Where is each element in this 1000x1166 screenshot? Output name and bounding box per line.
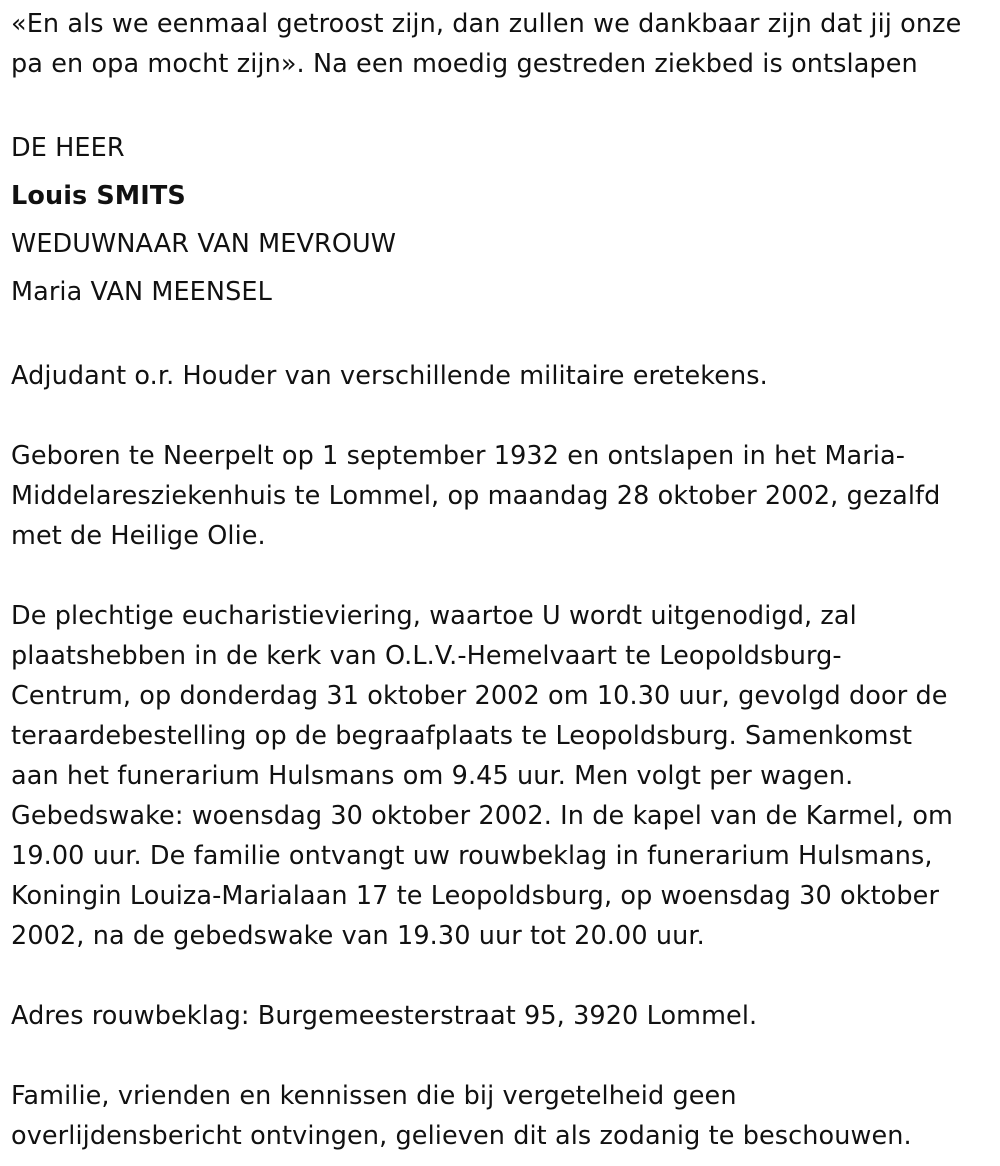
deceased-name: Louis SMITS [11, 181, 186, 211]
spacer [11, 556, 991, 596]
birth-death-line-1: Geboren te Neerpelt op 1 september 1932 en ontslapen in het Maria- [11, 441, 906, 471]
opening-line-2: pa en opa mocht zijn». Na een moedig gestreden ziekbed is ontslapen [11, 49, 918, 79]
opening-paragraph [11, 4, 991, 84]
closing-line-2: overlijdensbericht ontvingen, gelieven dit als zodanig te beschouwen. [11, 1121, 912, 1151]
closing-line-1: Familie, vrienden en kennissen die bij vergetelheid geen [11, 1081, 737, 1111]
deceased-title: DE HEER [11, 133, 125, 163]
opening-line-1: «En als we eenmaal getroost zijn, dan zullen we dankbaar zijn dat jij onze [11, 9, 962, 39]
ceremony-line-3: Centrum, op donderdag 31 oktober 2002 om 10.30 uur, gevolgd door de [11, 681, 948, 711]
spacer [11, 84, 991, 124]
ceremony-line-7: 19.00 uur. De familie ontvangt uw rouwbeklag in funerarium Hulsmans, [11, 841, 933, 871]
address-paragraph [11, 996, 991, 1036]
rank-line-1: Adjudant o.r. Houder van verschillende militaire eretekens. [11, 361, 768, 391]
spacer [11, 1036, 991, 1076]
birth-death-line-2: Middelaresziekenhuis te Lommel, op maandag 28 oktober 2002, gezalfd [11, 481, 941, 511]
spacer [11, 316, 991, 356]
ceremony-line-6: Gebedswake: woensdag 30 oktober 2002. In de kapel van de Karmel, om [11, 801, 953, 831]
spacer [11, 956, 991, 996]
birth-death-line-3: met de Heilige Olie. [11, 521, 266, 551]
spacer [11, 396, 991, 436]
birth-death-paragraph [11, 436, 991, 556]
ceremony-paragraph [11, 596, 991, 956]
ceremony-line-2: plaatshebben in de kerk van O.L.V.-Hemelvaart te Leopoldsburg- [11, 641, 842, 671]
ceremony-line-5: aan het funerarium Hulsmans om 9.45 uur. Men volgt per wagen. [11, 761, 854, 791]
ceremony-line-8: Koningin Louiza-Marialaan 17 te Leopoldsburg, op woensdag 30 oktober [11, 881, 940, 911]
ceremony-line-9: 2002, na de gebedswake van 19.30 uur tot 20.00 uur. [11, 921, 705, 951]
rank-paragraph [11, 356, 991, 396]
ceremony-line-4: teraardebestelling op de begraafplaats te Leopoldsburg. Samenkomst [11, 721, 913, 751]
deceased-spouse: Maria VAN MEENSEL [11, 277, 272, 307]
closing-paragraph [11, 1076, 991, 1156]
ceremony-line-1: De plechtige eucharistieviering, waartoe U wordt uitgenodigd, zal [11, 601, 857, 631]
obituary-document [11, 4, 991, 1156]
deceased-relation: WEDUWNAAR VAN MEVROUW [11, 229, 397, 259]
deceased-block [11, 124, 991, 316]
address-line-1: Adres rouwbeklag: Burgemeesterstraat 95, 3920 Lommel. [11, 1001, 758, 1031]
